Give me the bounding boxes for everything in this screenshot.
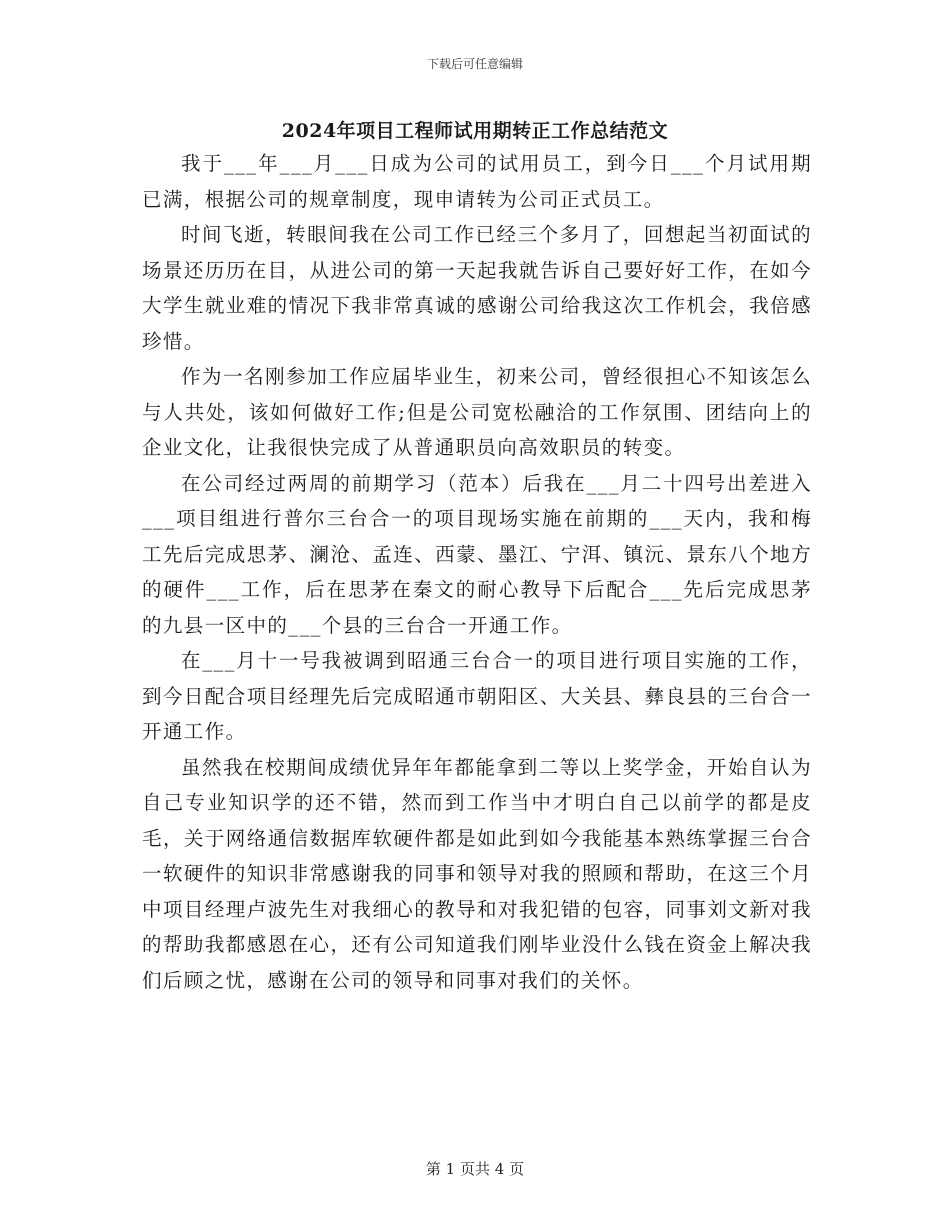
page-number: 第 1 页共 4 页 [425, 1160, 525, 1178]
document-title: 2024年项目工程师试用期转正工作总结范文 [281, 120, 669, 142]
paragraph: 作为一名刚参加工作应届毕业生，初来公司，曾经很担心不知该怎么与人共处，该如何做好工作;但是公司宽松融洽的工作氛围、团结向上的企业文化，让我很快完成了从普通职员向高效职员的转变。 [142, 365, 812, 459]
paragraph: 时间飞逝，转眼间我在公司工作已经三个多月了，回想起当初面试的场景还历历在目，从进公司的第一天起我就告诉自己要好好工作，在如今大学生就业难的情况下我非常真诚的感谢公司给我这次工作机会，我倍感珍惜。 [142, 223, 812, 353]
paragraph: 在___月十一号我被调到昭通三台合一的项目进行项目实施的工作，到今日配合项目经理先后完成昭通市朝阳区、大关县、彝良县的三台合一开通工作。 [142, 649, 812, 743]
header-note: 下载后可任意编辑 [426, 57, 523, 71]
paragraph: 在公司经过两周的前期学习（范本）后我在___月二十四号出差进入___项目组进行普尔三台合一的项目现场实施在前期的___天内，我和梅工先后完成思茅、澜沧、孟连、西蒙、墨江、宁洱、镇沅、景东八个地方的硬件___工作，后在思茅在秦文的耐心教导下后配合___先后完成思茅的九县一区中的___个县的三台合一开通工作。 [142, 471, 812, 637]
paragraph: 我于___年___月___日成为公司的试用员工，到今日___个月试用期已满，根据公司的规章制度，现申请转为公司正式员工。 [142, 152, 812, 211]
document-body [142, 146, 812, 998]
paragraph: 虽然我在校期间成绩优异年年都能拿到二等以上奖学金，开始自认为自己专业知识学的还不错，然而到工作当中才明白自己以前学的都是皮毛，关于网络通信数据库软硬件都是如此到如今我能基本熟练掌握三台合一软硬件的知识非常感谢我的同事和领导对我的照顾和帮助，在这三个月中项目经理卢波先生对我细心的教导和对我犯错的包容，同事刘文新对我的帮助我都感恩在心，还有公司知道我们刚毕业没什么钱在资金上解决我们后顾之忧，感谢在公司的领导和同事对我们的关怀。 [142, 755, 812, 992]
